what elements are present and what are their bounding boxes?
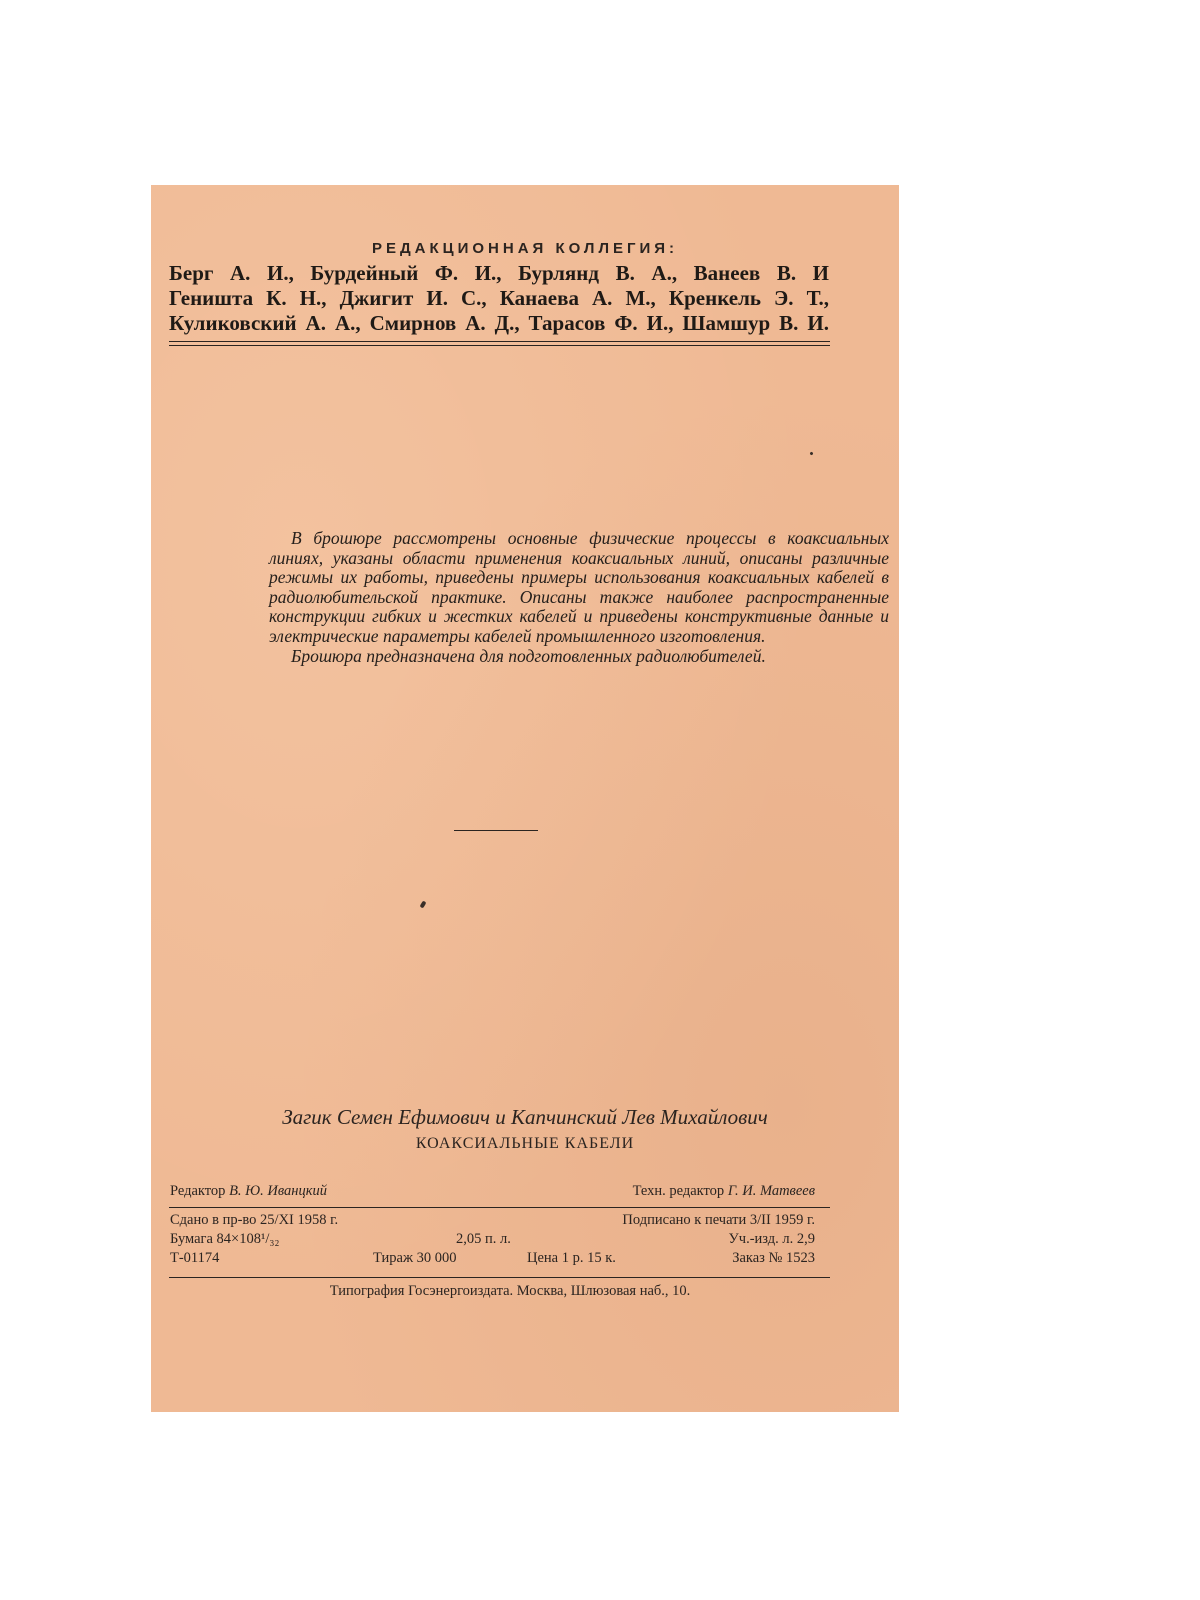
abstract-paragraph: В брошюре рассмотрены основные физические процессы в коаксиальных линиях, указаны области применения коаксиальных линий, описаны различные режимы их работы, приведены примеры использования коаксиальных кабелей в радиолюбительской практике. Описаны также наиболее распространенные конструкции гибких и жестких кабелей и приведены конструктивные данные и электрические параметры кабелей промышленного изготовления. xyxy=(269,528,889,646)
paper-speck xyxy=(809,451,813,455)
header-double-rule xyxy=(169,341,830,346)
book-page xyxy=(151,185,899,1412)
submitted-date: Сдано в пр-во 25/XI 1958 г. xyxy=(170,1212,339,1228)
editorial-board-line: Геништа К. Н., Джигит И. С., Канаева А. М., Кренкель Э. Т., xyxy=(169,286,829,310)
tech-editor-credit xyxy=(633,1183,815,1200)
paper-format: Бумага 84×108¹/₃₂ xyxy=(170,1231,280,1247)
editor-label: Редактор xyxy=(170,1183,226,1199)
editorial-board-heading: РЕДАКЦИОННАЯ КОЛЛЕГИЯ: xyxy=(371,240,679,257)
imprint-rule xyxy=(169,1207,830,1208)
editor-credit xyxy=(170,1183,327,1200)
section-divider xyxy=(454,830,538,831)
signed-date: Подписано к печати 3/II 1959 г. xyxy=(622,1212,815,1228)
publisher-sheets: Уч.-изд. л. 2,9 xyxy=(728,1231,815,1247)
editorial-board-line: Куликовский А. А., Смирнов А. Д., Тарасов Ф. И., Шамшур В. И. xyxy=(169,311,829,335)
editorial-board-line: Берг А. И., Бурдейный Ф. И., Бурлянд В. А., Ванеев В. И xyxy=(169,261,829,285)
abstract xyxy=(269,529,889,666)
printer-address: Типография Госэнергоиздата. Москва, Шлюзовая наб., 10. xyxy=(329,1283,691,1299)
editor-name: В. Ю. Иванцкий xyxy=(229,1183,328,1199)
order-number: Заказ № 1523 xyxy=(732,1250,815,1266)
tech-editor-label: Техн. редактор xyxy=(632,1183,725,1199)
printed-sheets: 2,05 п. л. xyxy=(456,1231,511,1247)
price: Цена 1 р. 15 к. xyxy=(527,1250,616,1266)
catalog-code: Т-01174 xyxy=(170,1250,220,1266)
tech-editor-name: Г. И. Матвеев xyxy=(727,1183,815,1199)
book-title: КОАКСИАЛЬНЫЕ КАБЕЛИ xyxy=(415,1135,635,1152)
abstract-paragraph: Брошюра предназначена для подготовленных радиолюбителей. xyxy=(291,645,766,666)
paper-speck xyxy=(420,900,427,908)
book-authors: Загик Семен Ефимович и Капчинский Лев Михайлович xyxy=(282,1105,768,1129)
print-run: Тираж 30 000 xyxy=(373,1250,457,1266)
imprint-bottom-rule xyxy=(169,1277,830,1278)
